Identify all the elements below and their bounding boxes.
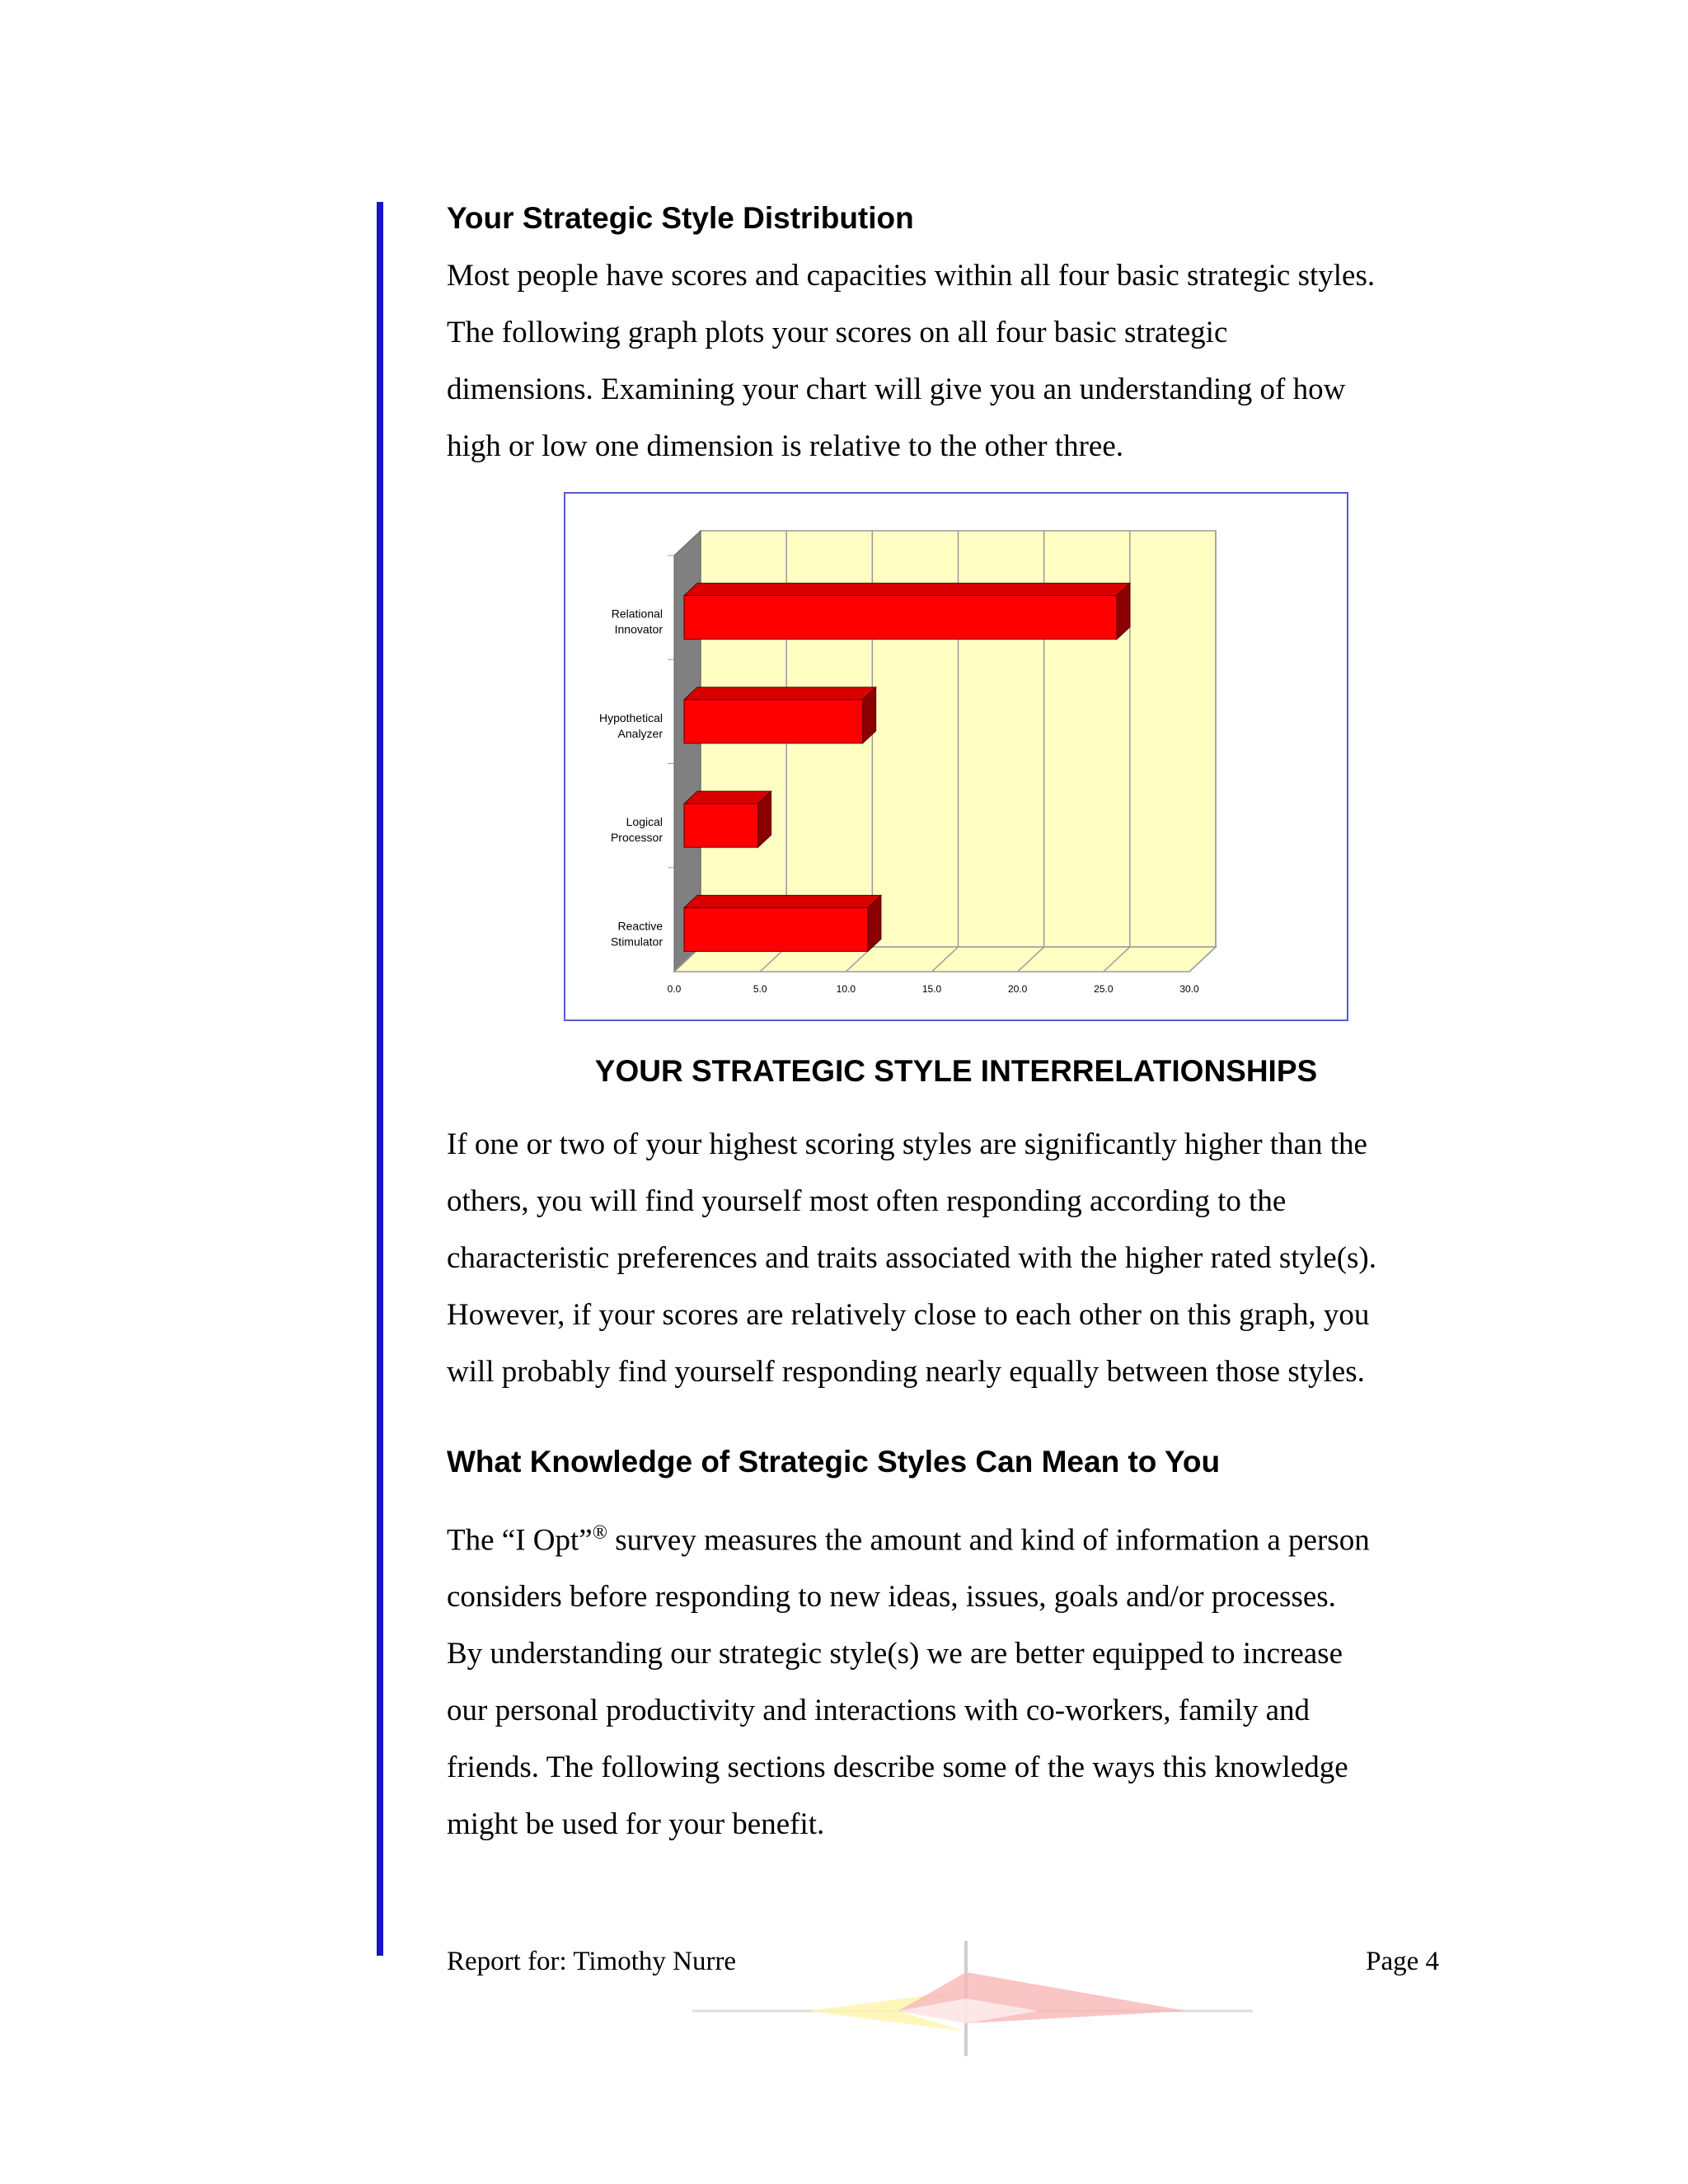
y-category-label: Relational: [611, 607, 663, 621]
y-category-label: Analyzer: [617, 726, 663, 740]
paragraph-line: Most people have scores and capacities within all four basic strategic styles.: [447, 259, 1376, 293]
bar: [684, 700, 863, 743]
strategic-style-chart: [564, 492, 1348, 1021]
x-tick-label: 20.0: [1007, 983, 1028, 995]
paragraph-line: might be used for your benefit.: [447, 1807, 825, 1842]
paragraph-line: our personal productivity and interactions with co-workers, family and: [447, 1694, 1311, 1728]
bar-top-face: [684, 687, 876, 700]
x-tick-label: 25.0: [1094, 983, 1114, 995]
bar: [684, 804, 758, 847]
paragraph-line: characteristic preferences and traits associated with the higher rated style(s).: [447, 1241, 1376, 1275]
bar-top-face: [684, 895, 881, 907]
bar: [684, 907, 868, 951]
y-category-label: Processor: [610, 831, 663, 845]
bar: [684, 596, 1117, 640]
line-text: survey measures the amount and kind of information a person: [607, 1523, 1370, 1558]
paragraph-line: By understanding our strategic style(s) we are better equipped to increase: [447, 1637, 1343, 1671]
y-category-label: Logical: [626, 815, 663, 829]
x-tick-label: 0.0: [667, 983, 682, 995]
paragraph-line: friends. The following sections describe some of the ways this knowledge: [447, 1750, 1348, 1785]
paragraph-line: considers before responding to new ideas, issues, goals and/or processes.: [447, 1580, 1336, 1615]
x-tick-label: 5.0: [753, 983, 767, 995]
paragraph-line: high or low one dimension is relative to the other three.: [447, 429, 1123, 463]
paragraph-line: However, if your scores are relatively close to each other on this graph, you: [447, 1298, 1370, 1332]
left-margin-rule: [377, 202, 383, 1956]
section-heading-distribution: Your Strategic Style Distribution: [447, 201, 914, 235]
distribution-paragraph: [447, 247, 1444, 475]
y-category-label: Stimulator: [610, 935, 663, 949]
paragraph-line: will probably find yourself responding nearly equally between those styles.: [447, 1355, 1365, 1389]
x-tick-label: 15.0: [921, 983, 942, 995]
section-heading-interrelationships: YOUR STRATEGIC STYLE INTERRELATIONSHIPS: [594, 1054, 1318, 1088]
paragraph-line: The following graph plots your scores on all four basic strategic: [447, 316, 1228, 349]
i-opt-watermark-logo: [692, 1941, 1253, 2056]
registered-mark: ®: [592, 1522, 607, 1544]
paragraph-line: dimensions. Examining your chart will give you an understanding of how: [447, 373, 1346, 406]
chart-svg: [565, 494, 1347, 1019]
knowledge-paragraph: [447, 1505, 1444, 1853]
section-distribution: [447, 200, 1444, 237]
paragraph-line: [447, 1505, 1444, 1568]
section-heading-knowledge: What Knowledge of Strategic Styles Can Mean to You: [447, 1445, 1221, 1479]
interrelationships-paragraph: [447, 1116, 1444, 1400]
y-category-label: Innovator: [614, 622, 663, 636]
x-tick-label: 10.0: [836, 983, 856, 995]
y-category-label: Reactive: [617, 919, 663, 933]
footer-page-number: Page 4: [1366, 1947, 1439, 1976]
section-knowledge: [447, 1444, 1444, 1480]
line-text: The “I Opt”: [447, 1523, 593, 1558]
x-tick-label: 30.0: [1179, 983, 1199, 995]
y-category-label: Hypothetical: [598, 710, 663, 724]
footer-report-for: Report for: Timothy Nurre: [447, 1947, 737, 1976]
paragraph-line: others, you will find yourself most often responding according to the: [447, 1184, 1287, 1218]
bar-top-face: [684, 791, 771, 804]
bar-top-face: [684, 583, 1130, 596]
paragraph-line: If one or two of your highest scoring styles are significantly higher than the: [447, 1127, 1367, 1161]
